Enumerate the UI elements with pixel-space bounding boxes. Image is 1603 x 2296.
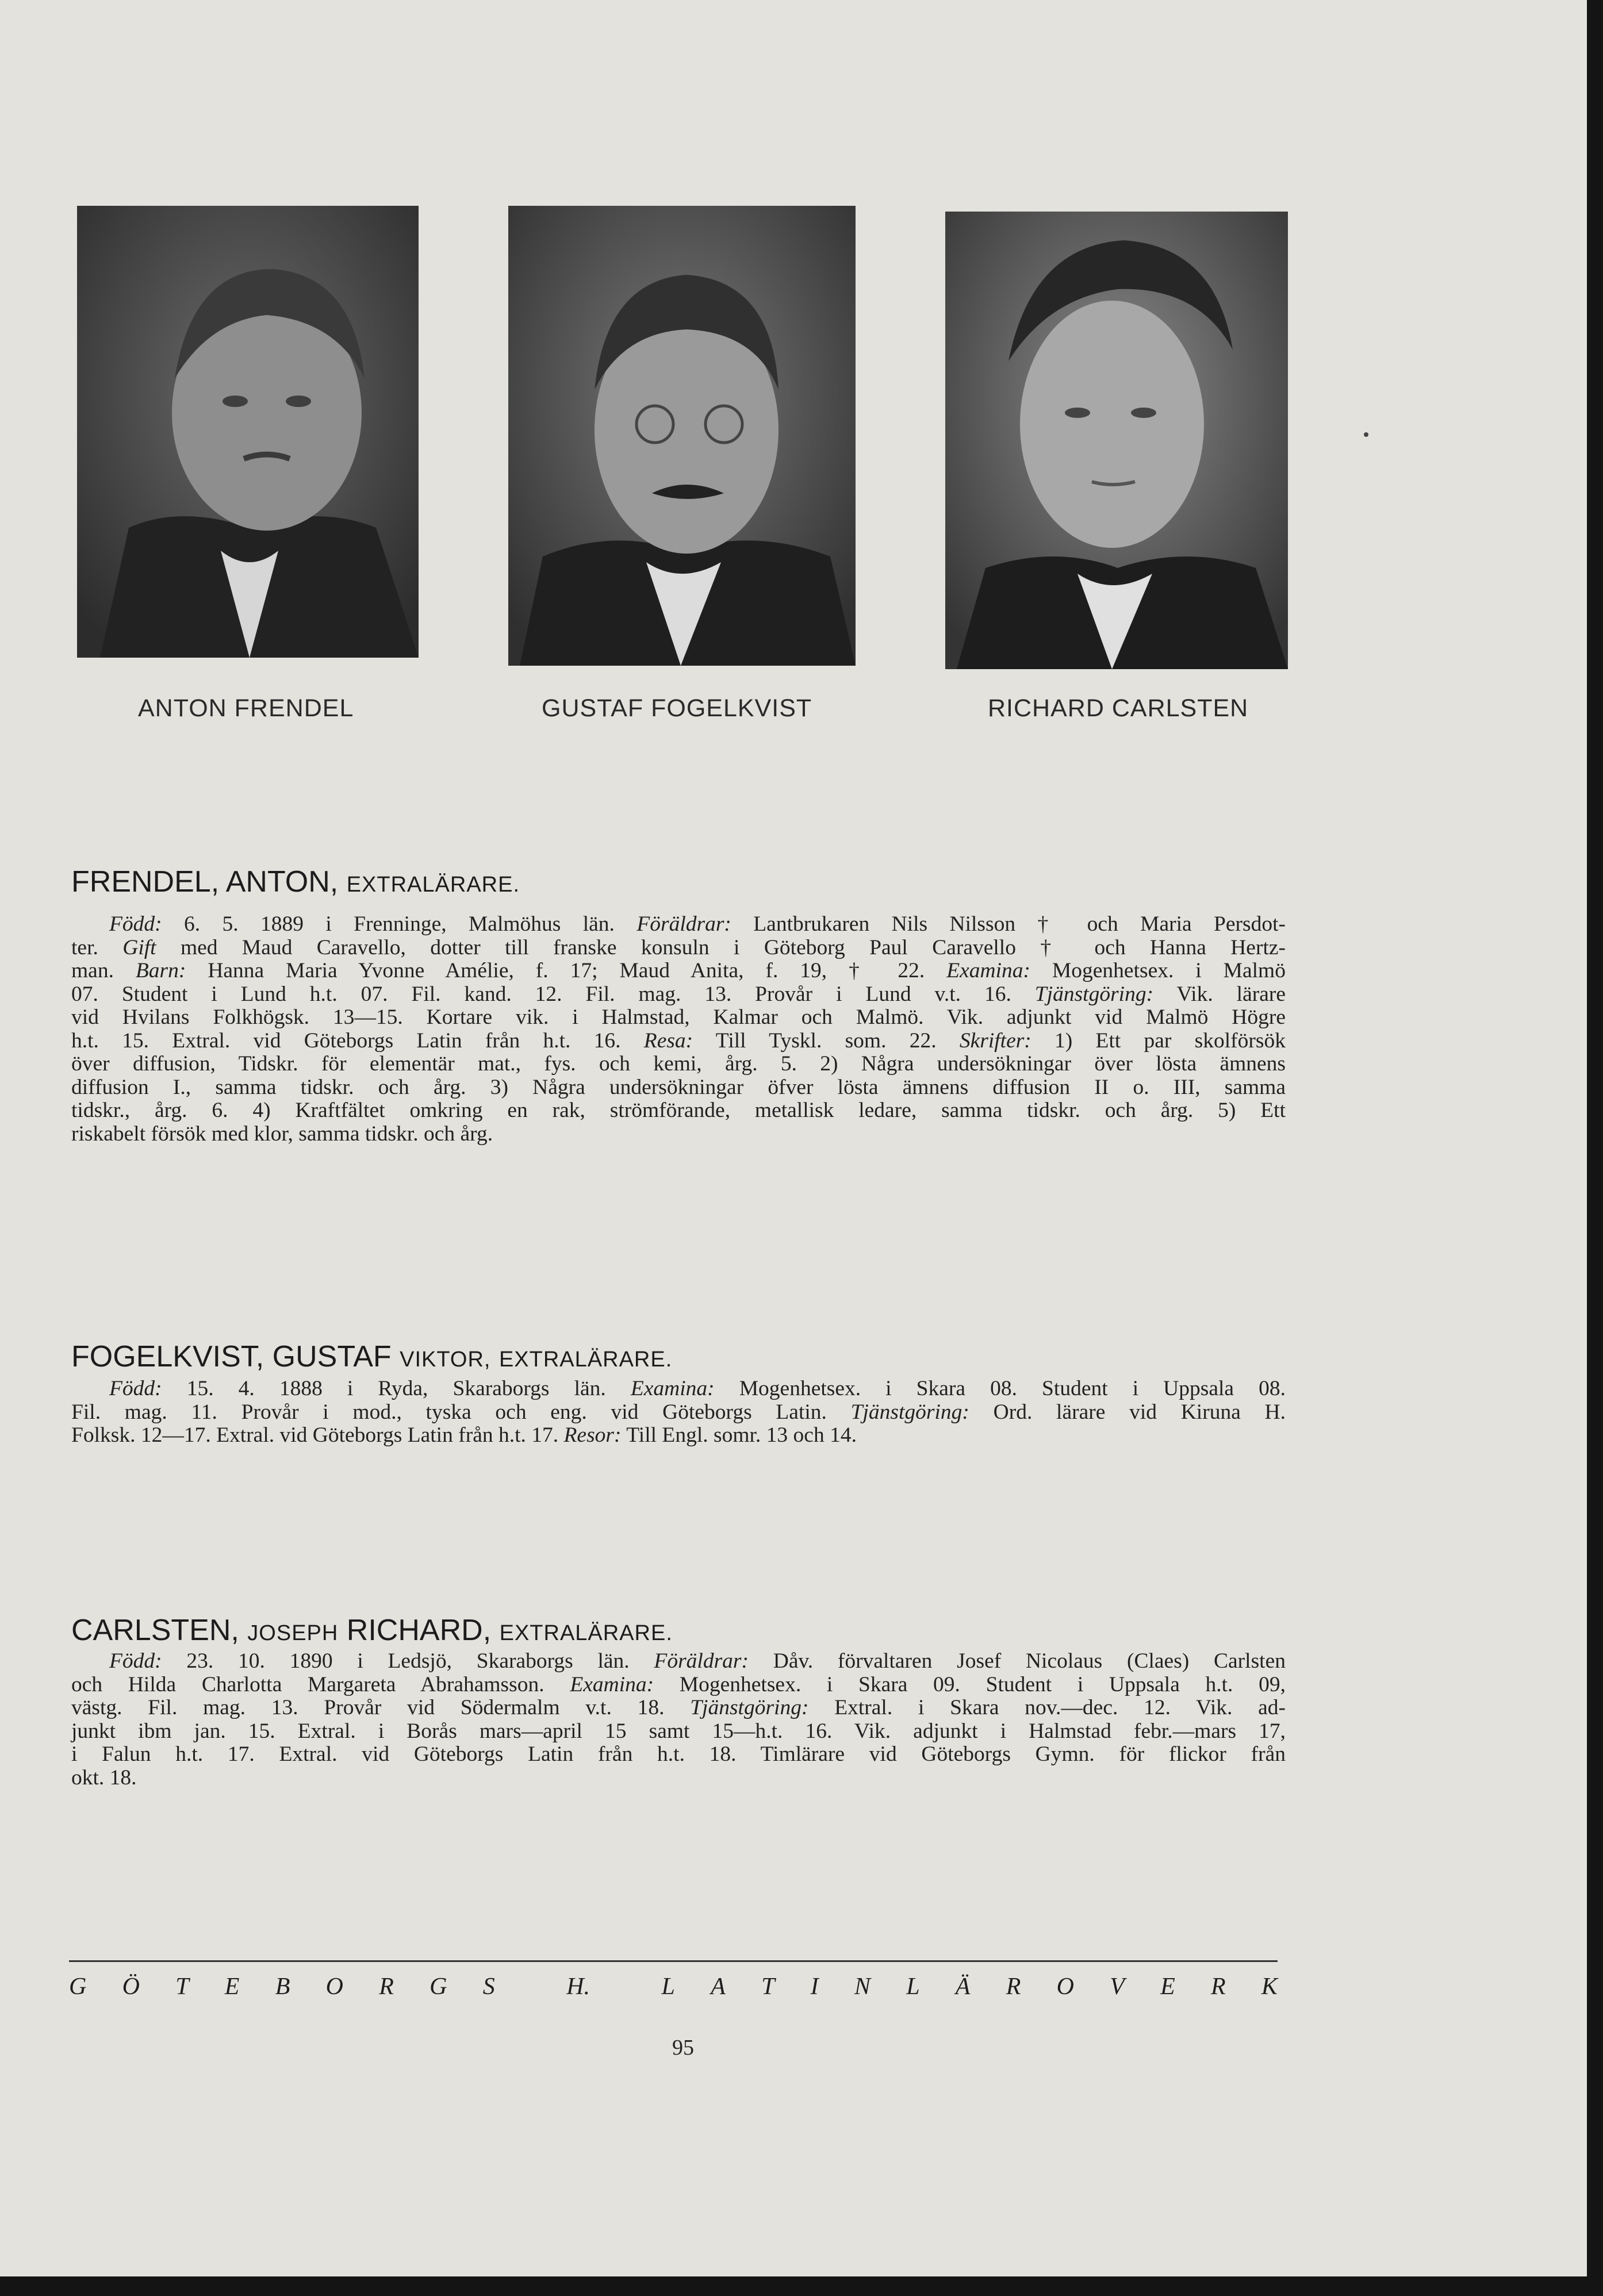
field-text: Till Tyskl. som. 22. [693, 1028, 960, 1053]
footer-letter: Ö [122, 1974, 140, 2000]
entry-middle-name: VIKTOR, [400, 1347, 491, 1372]
entry-line [71, 1673, 1286, 1697]
field-text: Vik. lärare [1153, 982, 1286, 1006]
field-label: Född: [109, 1649, 162, 1673]
entry-line [71, 1030, 1286, 1053]
entry-text [71, 1377, 1286, 1448]
footer-letter: T [761, 1974, 775, 2000]
field-text: i Falun h.t. 17. Extral. vid Göteborgs Latin från h.t. 18. Timlärare vid Göteborgs Gymn. för flickor från [71, 1742, 1286, 1766]
field-label: Tjänstgöring: [690, 1696, 809, 1719]
field-text: Till Engl. somr. 13 och 14. [621, 1423, 857, 1447]
entry-heading [71, 865, 520, 899]
portrait-photo [945, 212, 1288, 669]
entry-line [71, 1053, 1286, 1076]
portrait-caption: RICHARD CARLSTEN [988, 694, 1249, 722]
entry-line [71, 1377, 1286, 1401]
field-label: Examina: [946, 959, 1030, 982]
entry-heading [71, 1339, 672, 1374]
entry-line [71, 1123, 1286, 1146]
entry-line [71, 913, 1286, 936]
field-text: Folksk. 12—17. Extral. vid Göteborgs Latin från h.t. 17. [71, 1423, 564, 1447]
footer-rule [69, 1960, 1278, 1962]
field-label: Resor: [563, 1423, 622, 1447]
entry-line [71, 959, 1286, 983]
entry-title: EXTRALÄRARE. [498, 1347, 673, 1372]
entry-line [71, 1424, 1286, 1448]
field-text: Fil. mag. 11. Provår i mod., tyska och eng. vid Göteborgs Latin. [71, 1400, 851, 1424]
entry-title: EXTRALÄRARE. [499, 1621, 673, 1645]
entry-line [71, 936, 1286, 960]
field-text: h.t. 15. Extral. vid Göteborgs Latin från h.t. 16. [71, 1028, 644, 1053]
footer-letter: S [482, 1974, 495, 2000]
entry-name: FOGELKVIST, GUSTAF [71, 1340, 392, 1373]
footer-letter: E [1160, 1974, 1175, 2000]
entry-first-name: JOSEPH [247, 1621, 339, 1645]
field-label: Föräldrar: [636, 912, 731, 936]
entry-line [71, 1076, 1286, 1100]
footer-letter: O [1056, 1974, 1074, 2000]
field-label: Tjänstgöring: [850, 1400, 969, 1424]
entry-line [71, 1720, 1286, 1744]
field-text: Dåv. förvaltaren Josef Nicolaus (Claes) Carlsten [749, 1649, 1286, 1673]
footer-letter: R [1006, 1974, 1021, 2000]
entry-line [71, 1006, 1286, 1030]
footer-letter: L [906, 1974, 920, 2000]
field-label: Skrifter: [959, 1028, 1031, 1053]
field-text: över diffusion, Tidskr. för elementär mat., fys. och kemi, årg. 5. 2) Några undersökningar över lösta ämnens [71, 1052, 1286, 1076]
entry-name: CARLSTEN, [71, 1614, 239, 1647]
footer-letter: I [810, 1974, 819, 2000]
field-text: riskabelt försök med klor, samma tidskr. och årg. [71, 1122, 493, 1146]
entry-line [71, 983, 1286, 1007]
entry-line [71, 1743, 1286, 1767]
field-text: och Hilda Charlotta Margareta Abrahamsson. [71, 1672, 570, 1696]
footer-letter: T [175, 1974, 189, 2000]
page-number: 95 [672, 2036, 694, 2060]
footer-letter: O [325, 1974, 343, 2000]
portrait-photo [77, 206, 419, 658]
footer-letter: B [275, 1974, 290, 2000]
field-text: Extral. i Skara nov.—dec. 12. Vik. ad- [808, 1696, 1286, 1719]
footer-letter: A [711, 1974, 726, 2000]
field-text: 07. Student i Lund h.t. 07. Fil. kand. 12. Fil. mag. 13. Provår i Lund v.t. 16. [71, 982, 1035, 1006]
footer-letter: V [1110, 1974, 1125, 2000]
footer-letter: K [1261, 1974, 1278, 2000]
field-text: med Maud Caravello, dotter till franske konsuln i Göteborg Paul Caravello † och Hanna Hertz- [156, 935, 1286, 959]
field-label: Examina: [630, 1377, 715, 1400]
footer-letter: H. [566, 1974, 590, 2000]
entry-line [71, 1650, 1286, 1673]
footer-letter: G [429, 1974, 447, 2000]
portrait-caption: GUSTAF FOGELKVIST [542, 694, 812, 722]
entry-given-name: RICHARD, [346, 1614, 492, 1647]
field-text: man. [71, 959, 136, 982]
footer-letter: G [69, 1974, 87, 2000]
field-label: Gift [122, 935, 156, 959]
footer-letter: L [661, 1974, 675, 2000]
entry-text [71, 913, 1286, 1146]
field-text: Lantbrukaren Nils Nilsson † och Maria Persdot- [731, 912, 1286, 936]
entry-title: EXTRALÄRARE. [346, 873, 520, 897]
field-text: vid Hvilans Folkhögsk. 13—15. Kortare vik. i Halmstad, Kalmar och Malmö. Vik. adjunkt vid Malmö Högre [71, 1005, 1286, 1029]
field-text: Ord. lärare vid Kiruna H. [969, 1400, 1286, 1424]
field-text: 6. 5. 1889 i Frenninge, Malmöhus län. [162, 912, 637, 936]
field-text: 23. 10. 1890 i Ledsjö, Skaraborgs län. [162, 1649, 654, 1673]
field-label: Resa: [643, 1028, 693, 1053]
field-text: Mogenhetsex. i Skara 09. Student i Uppsala h.t. 09, [654, 1672, 1286, 1696]
field-label: Föräldrar: [654, 1649, 749, 1673]
field-label: Examina: [570, 1672, 654, 1696]
field-text: Mogenhetsex. i Skara 08. Student i Uppsala 08. [714, 1377, 1286, 1400]
footer-letter: R [1211, 1974, 1226, 2000]
field-text: 15. 4. 1888 i Ryda, Skaraborgs län. [162, 1377, 631, 1400]
entry-line [71, 1696, 1286, 1720]
field-text: Hanna Maria Yvonne Amélie, f. 17; Maud Anita, f. 19, † 22. [186, 959, 947, 982]
footer-letter: Ä [955, 1974, 971, 2000]
portrait-caption: ANTON FRENDEL [138, 694, 354, 722]
field-text: västg. Fil. mag. 13. Provår vid Södermalm v.t. 18. [71, 1696, 691, 1719]
field-text: ter. [71, 935, 123, 959]
field-text: 1) Ett par skolförsök [1031, 1028, 1286, 1053]
field-text: okt. 18. [71, 1765, 137, 1790]
entry-line [71, 1099, 1286, 1123]
field-label: Född: [109, 1377, 162, 1400]
field-text: junkt ibm jan. 15. Extral. i Borås mars—april 15 samt 15—h.t. 16. Vik. adjunkt i Halmstad febr.—mars 17, [71, 1719, 1286, 1743]
portrait-photo [508, 206, 856, 666]
footer-letter: R [379, 1974, 394, 2000]
entry-heading [71, 1613, 673, 1648]
entry-line [71, 1767, 1286, 1790]
entry-name: FRENDEL, ANTON, [71, 865, 339, 899]
running-footer [69, 1973, 1278, 2001]
entry-line [71, 1401, 1286, 1425]
speck [1364, 432, 1368, 437]
field-text: tidskr., årg. 6. 4) Kraftfältet omkring en rak, strömförande, metallisk ledare, samma tidskr. och årg. 5) Ett [71, 1099, 1286, 1122]
field-text: Mogenhetsex. i Malmö [1030, 959, 1286, 982]
footer-letter: E [224, 1974, 240, 2000]
field-label: Född: [109, 912, 162, 936]
field-label: Barn: [135, 959, 186, 982]
field-label: Tjänstgöring: [1034, 982, 1154, 1006]
field-text: diffusion I., samma tidskr. och årg. 3) Några undersökningar öfver lösta ämnens diffusion II o. III, samma [71, 1075, 1286, 1099]
entry-text [71, 1650, 1286, 1790]
footer-letter: N [854, 1974, 870, 2000]
